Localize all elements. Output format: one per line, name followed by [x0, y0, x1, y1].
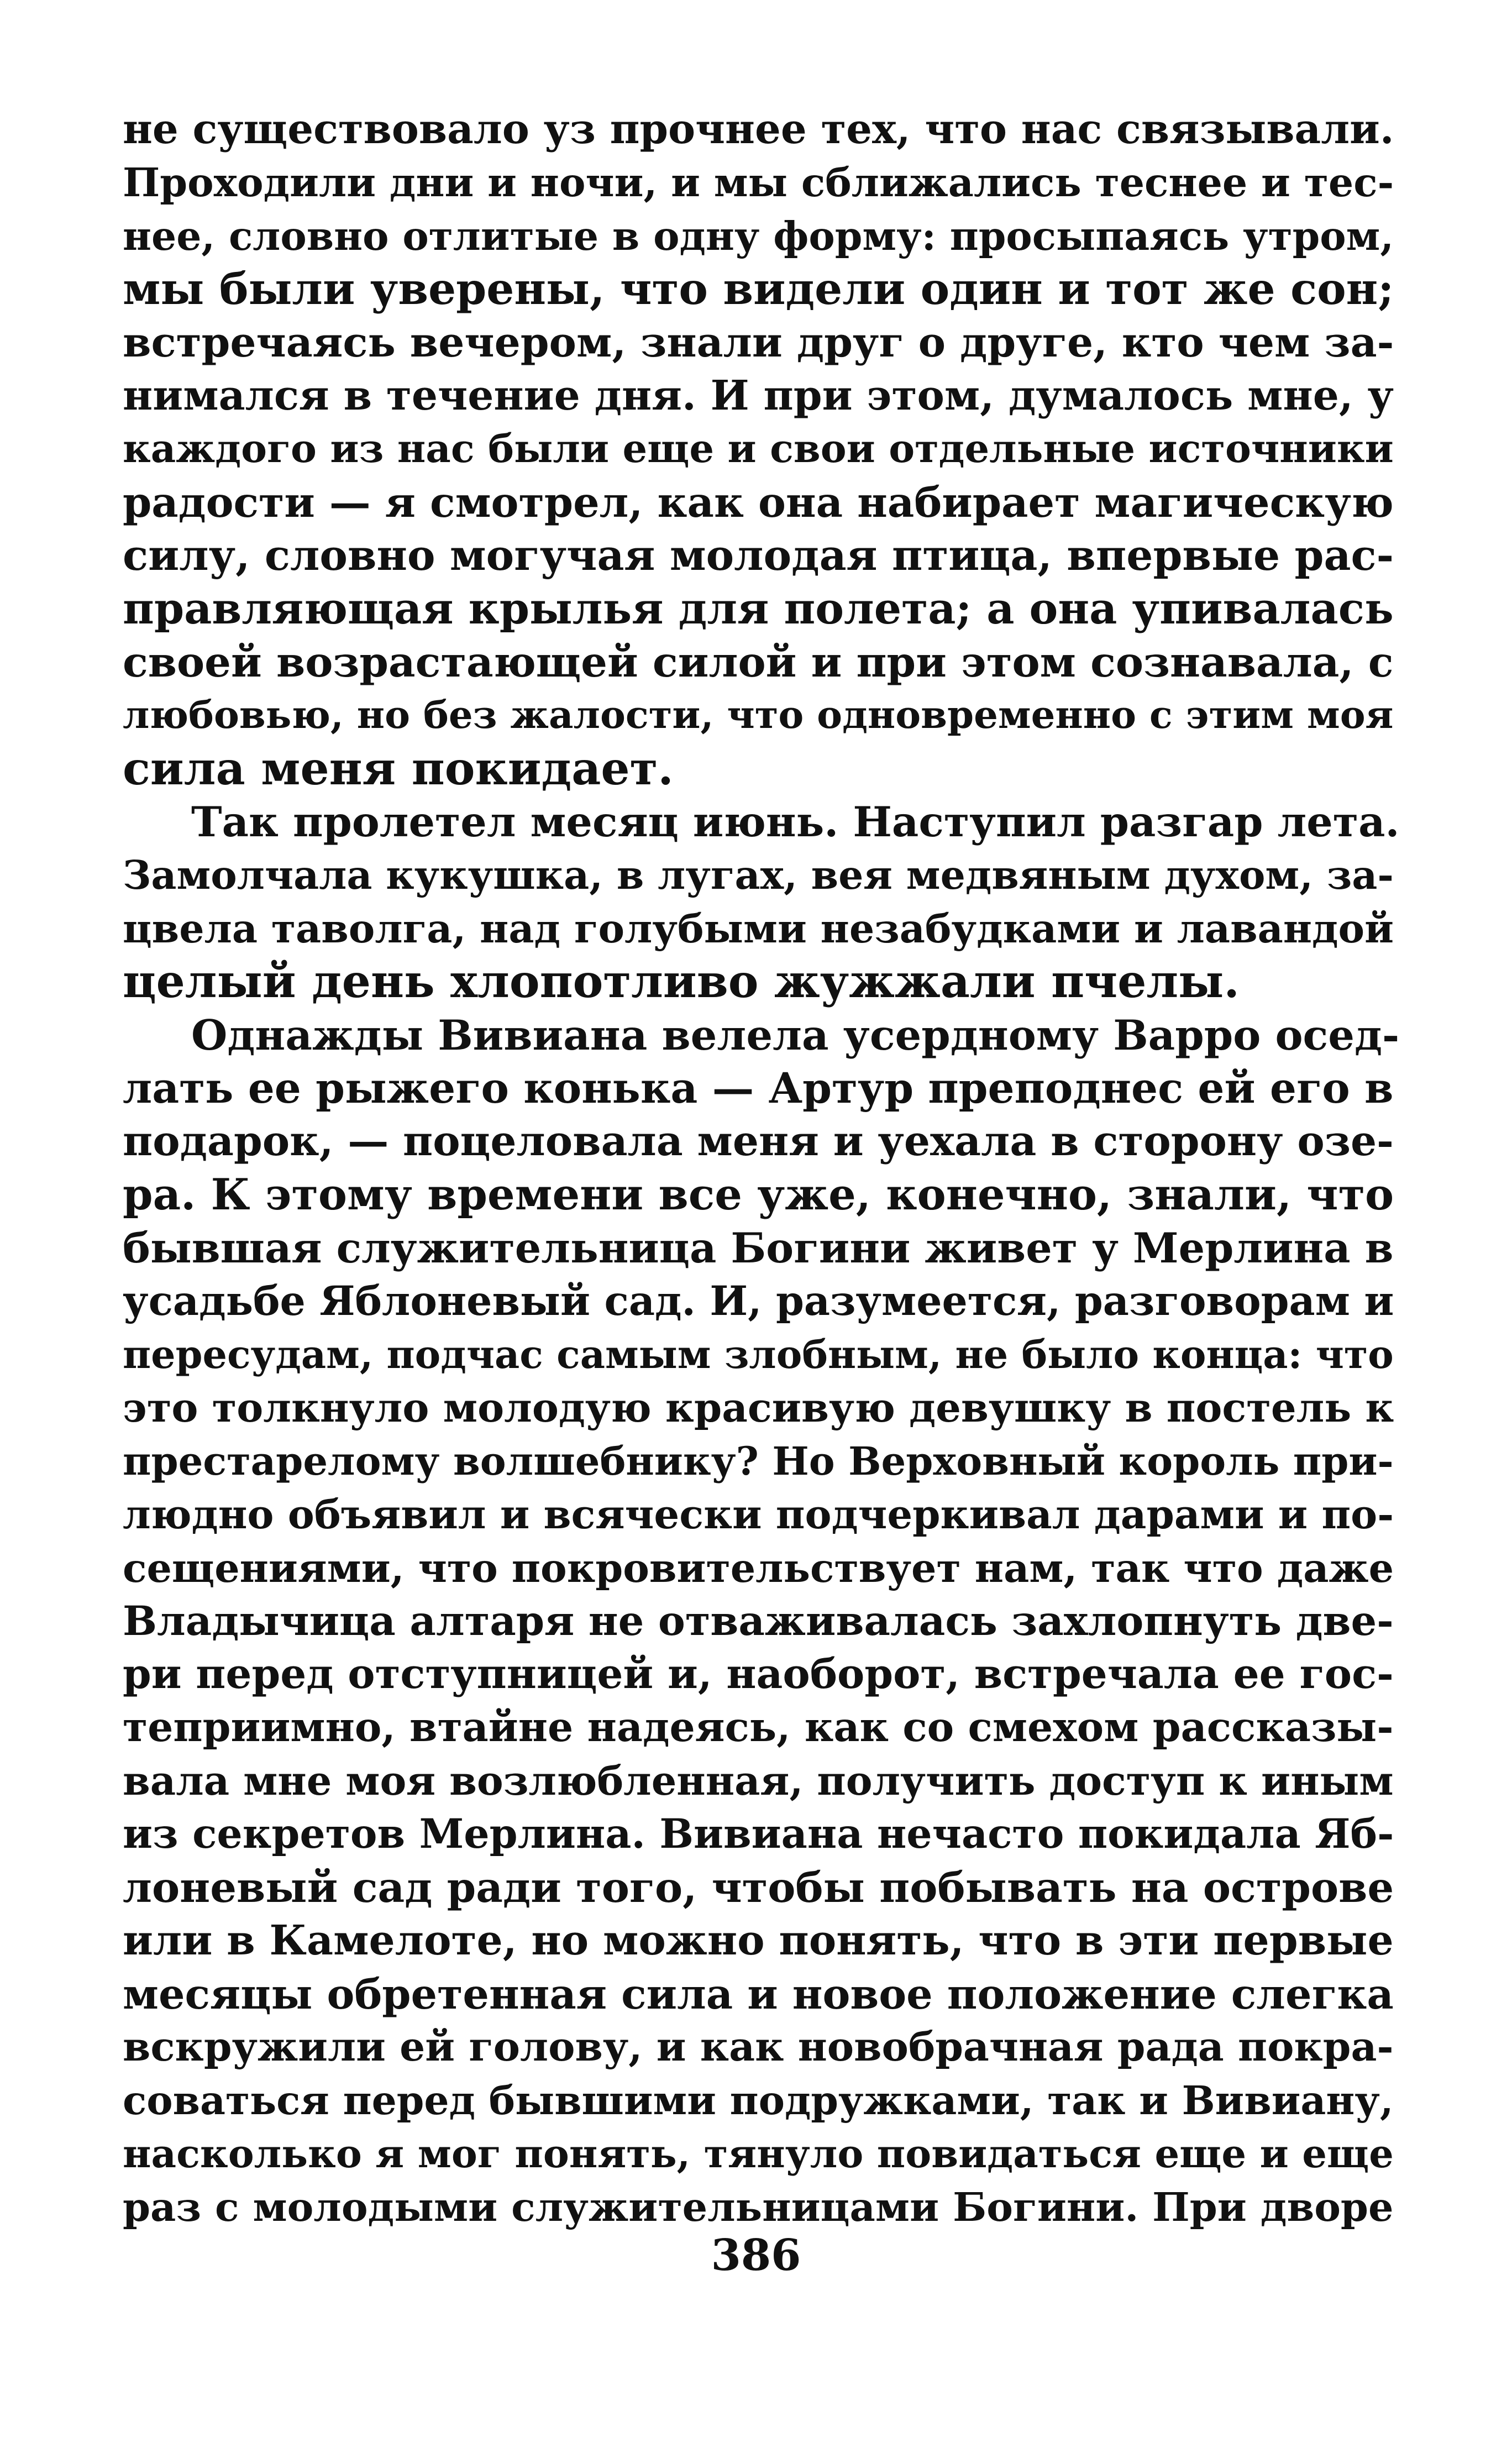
text-line: теприимно, втайне надеясь, как со смехом рассказы-	[123, 1704, 1394, 1751]
text-line: вскружили ей голову, и как новобрачная рада покра-	[123, 2024, 1394, 2071]
text-line: подарок, — поцеловала меня и уехала в сторону озе-	[123, 1117, 1394, 1166]
text-line: мы были уверены, что видели один и тот же сон;	[123, 263, 1394, 315]
text-line: нимался в течение дня. И при этом, думалось мне, у	[123, 371, 1394, 420]
text-line: встречаясь вечером, знали друг о друге, кто чем за-	[123, 318, 1394, 366]
text-line: Замолчала кукушка, в лугах, вея медвяным духом, за-	[123, 852, 1394, 899]
text-line: своей возрастающей силой и при этом сознавала, с	[123, 637, 1394, 686]
text-line: лать ее рыжего конька — Артур преподнес ей его в	[123, 1063, 1394, 1113]
body-text	[123, 103, 1400, 2234]
text-line: из секретов Мерлина. Вивиана нечасто покидала Яб-	[123, 1810, 1394, 1858]
text-line: Владычица алтаря не отваживалась захлопнуть две-	[123, 1597, 1394, 1645]
text-line: радости — я смотрел, как она набирает магическую	[123, 478, 1394, 527]
text-line: цвела таволга, над голубыми незабудками и лавандой	[123, 905, 1394, 952]
text-line: вала мне моя возлюбленная, получить доступ к иным	[123, 1758, 1394, 1805]
text-line: усадьбе Яблоневый сад. И, разумеется, разговорам и	[123, 1277, 1394, 1325]
paragraph	[123, 1009, 1400, 2234]
text-line: насколько я мог понять, тянуло повидаться еще и еще	[123, 2130, 1394, 2177]
text-line: не существовало уз прочнее тех, что нас связывали.	[123, 106, 1394, 153]
text-line: месяцы обретенная сила и новое положение слегка	[123, 1969, 1394, 2019]
text-line: нее, словно отлитые в одну форму: просыпаясь утром,	[123, 212, 1394, 259]
text-line: пересудам, подчас самым злобным, не было конца: что	[123, 1332, 1394, 1377]
text-line: Так пролетел месяц июнь. Наступил разгар лета.	[191, 798, 1400, 847]
text-line: раз с молодыми служительницами Богини. При дворе	[123, 2184, 1394, 2231]
paragraph	[123, 103, 1394, 795]
text-line: сещениями, что покровительствует нам, так что даже	[123, 1544, 1394, 1591]
text-line: целый день хлопотливо жужжали пчелы.	[123, 955, 1240, 1009]
text-line: силу, словно могучая молодая птица, впервые рас-	[123, 531, 1394, 580]
text-line: людно объявил и всячески подчеркивал дарами и по-	[123, 1491, 1394, 1538]
text-line: престарелому волшебнику? Но Верховный король при-	[123, 1438, 1394, 1484]
page-number: 386	[711, 2230, 801, 2281]
text-line: любовью, но без жалости, что одновременно с этим моя	[123, 693, 1394, 738]
text-line: ри перед отступницей и, наоборот, встречала ее гос-	[123, 1650, 1394, 1699]
paragraph	[123, 795, 1400, 1009]
text-line: соваться перед бывшими подружками, так и Вивиану,	[123, 2077, 1394, 2124]
text-line: каждого из нас были еще и свои отдельные источники	[123, 426, 1394, 472]
text-line: лоневый сад ради того, чтобы побывать на острове	[123, 1862, 1394, 1912]
text-line: Однажды Вивиана велела усердному Варро осед-	[191, 1010, 1400, 1060]
text-line: Проходили дни и ночи, и мы сближались теснее и тес-	[123, 159, 1394, 206]
text-line: это толкнуло молодую красивую девушку в постель к	[123, 1384, 1394, 1432]
text-line: правляющая крылья для полета; а она упивалась	[123, 583, 1394, 634]
text-line: сила меня покидает.	[123, 742, 674, 795]
text-line: ра. К этому времени все уже, конечно, знали, что	[123, 1169, 1394, 1220]
text-line: или в Камелоте, но можно понять, что в эти первые	[123, 1916, 1394, 1965]
text-line: бывшая служительница Богини живет у Мерлина в	[123, 1224, 1394, 1273]
